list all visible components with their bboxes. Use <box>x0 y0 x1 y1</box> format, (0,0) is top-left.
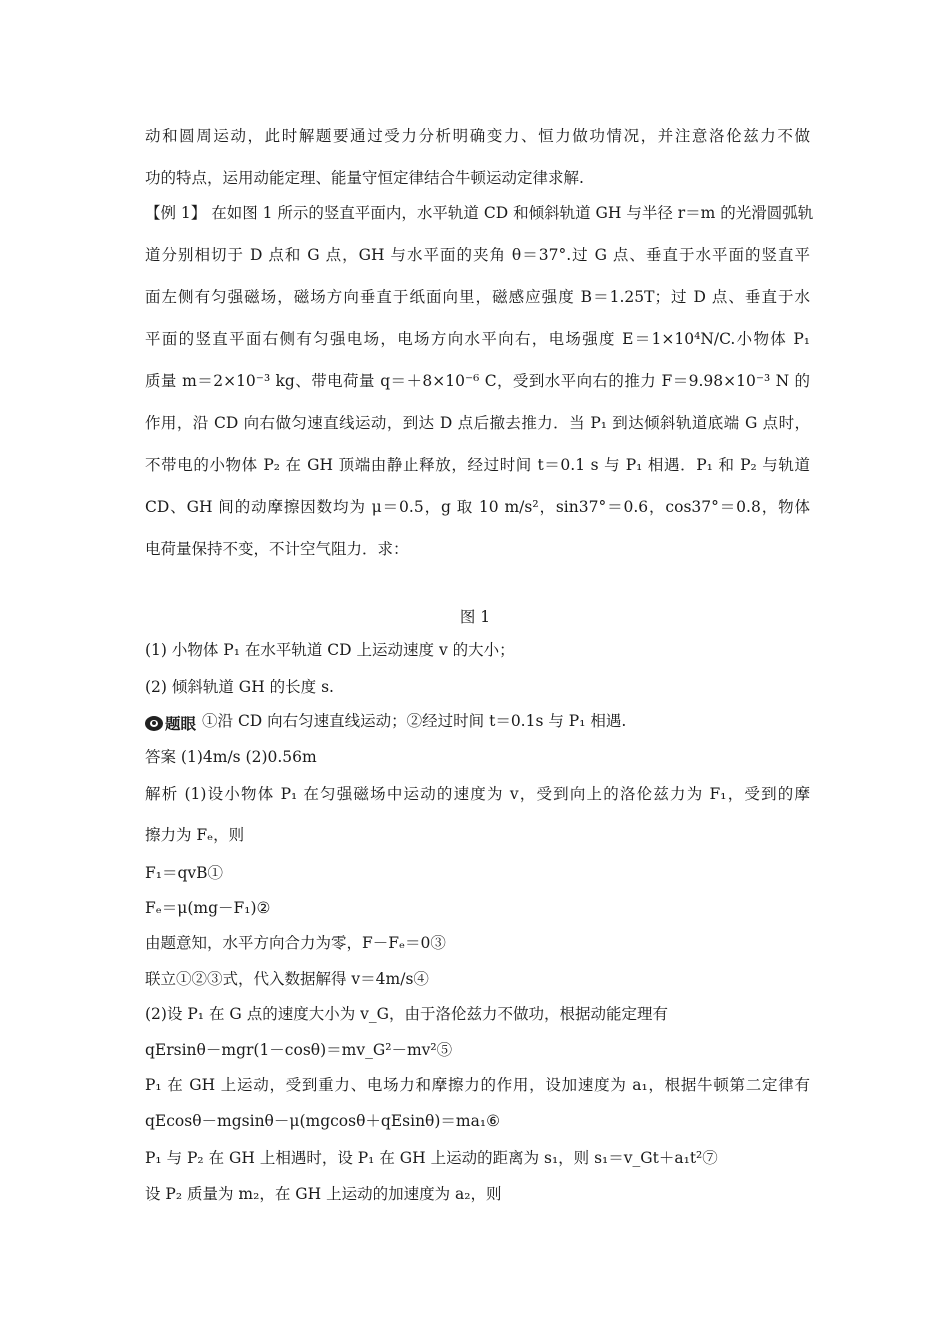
solution-line-2: 擦力为 Fₑ，则 <box>145 826 245 844</box>
solution-line-12: 设 P₂ 质量为 m₂，在 GH 上运动的加速度为 a₂，则 <box>145 1185 502 1203</box>
problem-line-2: 道分别相切于 D 点和 G 点，GH 与水平面的夹角 θ＝37°.过 G 点、垂直于水平面的竖直平 <box>145 246 810 264</box>
question-1: (1) 小物体 P₁ 在水平轨道 CD 上运动速度 v 的大小； <box>145 641 515 659</box>
question-2: (2) 倾斜轨道 GH 的长度 s. <box>145 678 334 696</box>
key-points-text: ①沿 CD 向右匀速直线运动；②经过时间 t＝0.1s 与 P₁ 相遇. <box>202 712 627 730</box>
solution-line-10: qEcosθ－mgsinθ－μ(mgcosθ＋qEsinθ)＝ma₁⑥ <box>145 1112 500 1130</box>
solution-line-5: 由题意知，水平方向合力为零，F－Fₑ＝0③ <box>145 934 446 952</box>
solution-line-7: (2)设 P₁ 在 G 点的速度大小为 v_G，由于洛伦兹力不做功，根据动能定理有 <box>145 1005 669 1023</box>
solution-line-4: Fₑ＝μ(mg－F₁)② <box>145 899 271 917</box>
problem-line-5: 质量 m＝2×10⁻³ kg、带电荷量 q＝＋8×10⁻⁶ C，受到水平向右的推力 F＝9.98×10⁻³ N 的 <box>145 372 810 390</box>
problem-line-6: 作用，沿 CD 向右做匀速直线运动，到达 D 点后撤去推力．当 P₁ 到达倾斜轨道底端 G 点时， <box>145 414 810 432</box>
problem-line-1: 【例 1】 在如图 1 所示的竖直平面内，水平轨道 CD 和倾斜轨道 GH 与半径 r＝m 的光滑圆弧轨 <box>145 204 814 222</box>
intro-line-2: 功的特点，运用动能定理、能量守恒定律结合牛顿运动定律求解. <box>145 169 584 187</box>
problem-line-8: CD、GH 间的动摩擦因数均为 μ＝0.5，g 取 10 m/s²，sin37°＝0.6，cos37°＝0.8，物体 <box>145 498 810 516</box>
solution-line-3: F₁＝qvB① <box>145 864 224 882</box>
solution-line-11: P₁ 与 P₂ 在 GH 上相遇时，设 P₁ 在 GH 上运动的距离为 s₁，则 s₁＝v_Gt＋a₁t²⑦ <box>145 1149 718 1167</box>
key-points <box>145 711 810 734</box>
problem-line-3: 面左侧有匀强磁场，磁场方向垂直于纸面向里，磁感应强度 B＝1.25T；过 D 点、垂直于水 <box>145 288 810 306</box>
eye-icon <box>145 716 163 731</box>
problem-line-9: 电荷量保持不变，不计空气阻力．求： <box>145 540 409 558</box>
solution-line-8: qErsinθ－mgr(1－cosθ)＝mv_G²－mv²⑤ <box>145 1041 453 1059</box>
solution-line-1: 解析 (1)设小物体 P₁ 在匀强磁场中运动的速度为 v，受到向上的洛伦兹力为 F₁，受到的摩 <box>145 785 810 803</box>
key-points-label: 题眼 <box>165 715 197 733</box>
key-points-badge <box>145 714 196 734</box>
intro-line-1: 动和圆周运动，此时解题要通过受力分析明确变力、恒力做功情况，并注意洛伦兹力不做 <box>145 127 810 145</box>
figure-caption: 图 1 <box>459 608 491 626</box>
answer-line: 答案 (1)4m/s (2)0.56m <box>145 748 317 766</box>
problem-line-4: 平面的竖直平面右侧有匀强电场，电场方向水平向右，电场强度 E＝1×10⁴N/C.小物体 P₁ <box>145 330 810 348</box>
solution-line-6: 联立①②③式，代入数据解得 v＝4m/s④ <box>145 970 429 988</box>
solution-line-9: P₁ 在 GH 上运动，受到重力、电场力和摩擦力的作用，设加速度为 a₁，根据牛顿第二定律有 <box>145 1076 810 1094</box>
problem-line-7: 不带电的小物体 P₂ 在 GH 顶端由静止释放，经过时间 t＝0.1 s 与 P₁ 相遇．P₁ 和 P₂ 与轨道 <box>145 456 810 474</box>
